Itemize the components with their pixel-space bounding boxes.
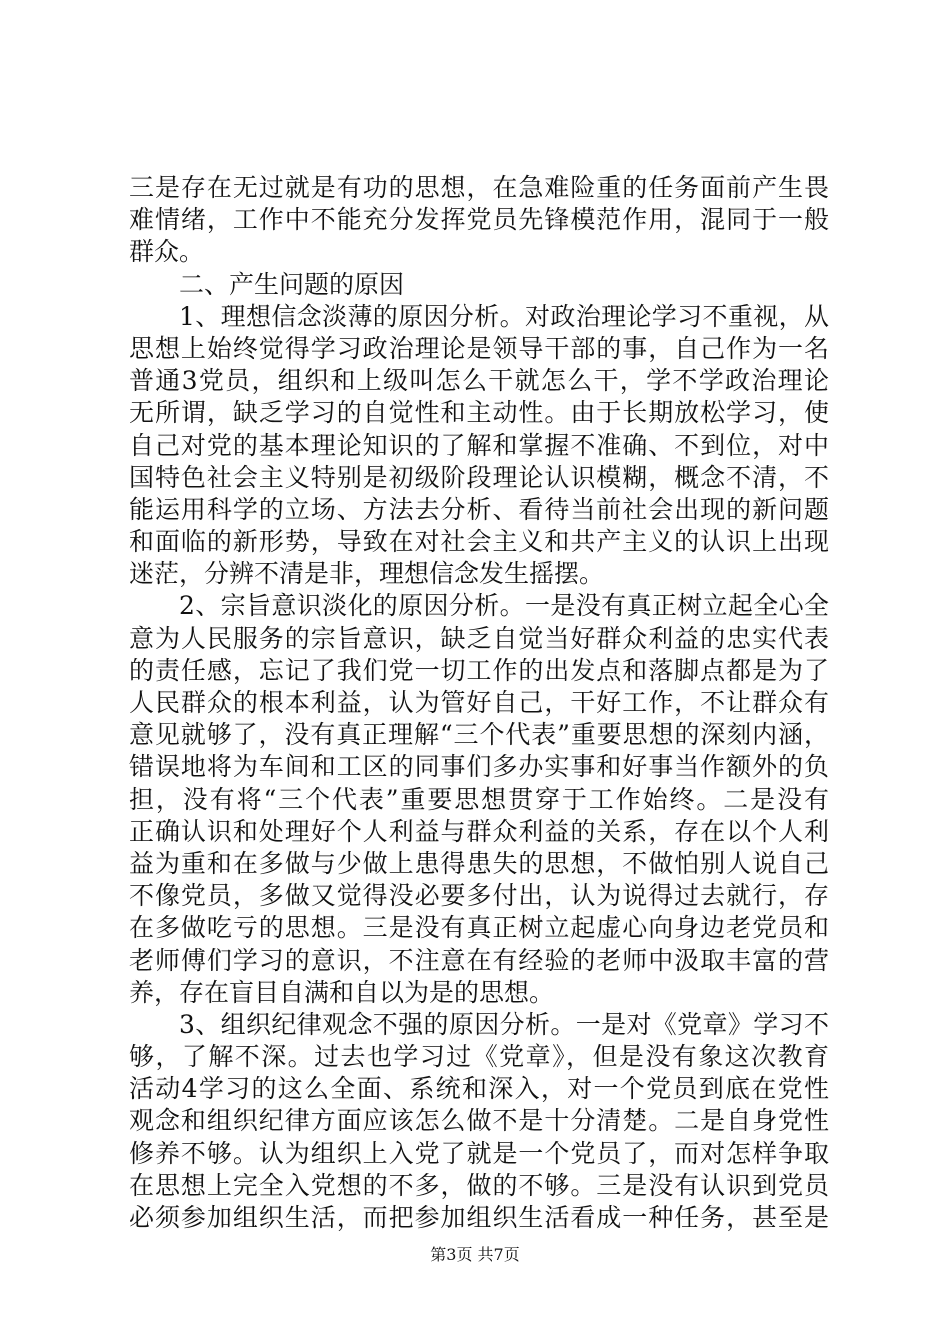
text-line: 够，了解不深。过去也学习过《党章》，但是没有象这次教育 [129, 1042, 829, 1072]
text-line: 老师傅们学习的意识，不注意在有经验的老师中汲取丰富的营 [129, 945, 829, 975]
text-line: 观念和组织纪律方面应该怎么做不是十分清楚。二是自身党性 [129, 1106, 829, 1136]
text-line: 人民群众的根本利益，认为管好自己，干好工作，不让群众有 [129, 688, 829, 717]
text-line: 和面临的新形势，导致在对社会主义和共产主义的认识上出现 [129, 527, 829, 557]
document-body [129, 172, 829, 1234]
text-line: 自己对党的基本理论知识的了解和掌握不准确、不到位，对中 [129, 430, 829, 460]
text-line: 益为重和在多做与少做上患得患失的思想，不做怕别人说自己 [129, 848, 829, 878]
text-line: 群众。 [129, 237, 205, 267]
text-line: 思想上始终觉得学习政治理论是领导干部的事，自己作为一名 [129, 333, 829, 363]
text-line: 错误地将为车间和工区的同事们多办实事和好事当作额外的负 [129, 752, 829, 782]
text-line: 国特色社会主义特别是初级阶段理论认识模糊，概念不清，不 [129, 462, 829, 492]
text-line: 迷茫，分辨不清是非，理想信念发生摇摆。 [129, 559, 605, 589]
text-line: 不像党员，多做又觉得没必要多付出，认为说得过去就行，存 [129, 881, 829, 911]
text-line: 修养不够。认为组织上入党了就是一个党员了，而对怎样争取 [129, 1138, 829, 1168]
text-line: 三是存在无过就是有功的思想，在急难险重的任务面前产生畏 [129, 173, 829, 202]
text-line: 二、产生问题的原因 [179, 269, 405, 299]
text-line: 意为人民服务的宗旨意识，缺乏自觉当好群众利益的忠实代表 [129, 623, 829, 653]
text-line: 的责任感，忘记了我们党一切工作的出发点和落脚点都是为了 [129, 655, 829, 685]
text-line: 担，没有将“三个代表”重要思想贯穿于工作始终。二是没有 [129, 784, 829, 814]
text-line: 3、组织纪律观念不强的原因分析。一是对《党章》学习不 [179, 1009, 829, 1039]
text-line: 意见就够了，没有真正理解“三个代表”重要思想的深刻内涵， [129, 720, 829, 750]
text-line: 能运用科学的立场、方法去分析、看待当前社会出现的新问题 [129, 494, 829, 524]
text-line: 必须参加组织生活，而把参加组织生活看成一种任务，甚至是 [129, 1203, 829, 1232]
text-line: 活动4学习的这么全面、系统和深入，对一个党员到底在党性 [129, 1074, 829, 1104]
text-line: 正确认识和处理好个人利益与群众利益的关系，存在以个人利 [129, 816, 829, 846]
text-line: 在多做吃亏的思想。三是没有真正树立起虚心向身边老党员和 [129, 913, 829, 943]
text-line: 1、理想信念淡薄的原因分析。对政治理论学习不重视，从 [179, 301, 829, 331]
text-line: 普通3党员，组织和上级叫怎么干就怎么干，学不学政治理论 [129, 366, 829, 396]
text-line: 难情绪，工作中不能充分发挥党员先锋模范作用，混同于一般 [129, 205, 829, 235]
text-line: 在思想上完全入党想的不多，做的不够。三是没有认识到党员 [129, 1170, 829, 1200]
page-footer: 第3页 共7页 [430, 1245, 520, 1264]
text-line: 养，存在盲目自满和自以为是的思想。 [129, 977, 555, 1007]
text-line: 2、宗旨意识淡化的原因分析。一是没有真正树立起全心全 [179, 591, 829, 621]
text-line: 无所谓，缺乏学习的自觉性和主动性。由于长期放松学习，使 [129, 398, 829, 428]
